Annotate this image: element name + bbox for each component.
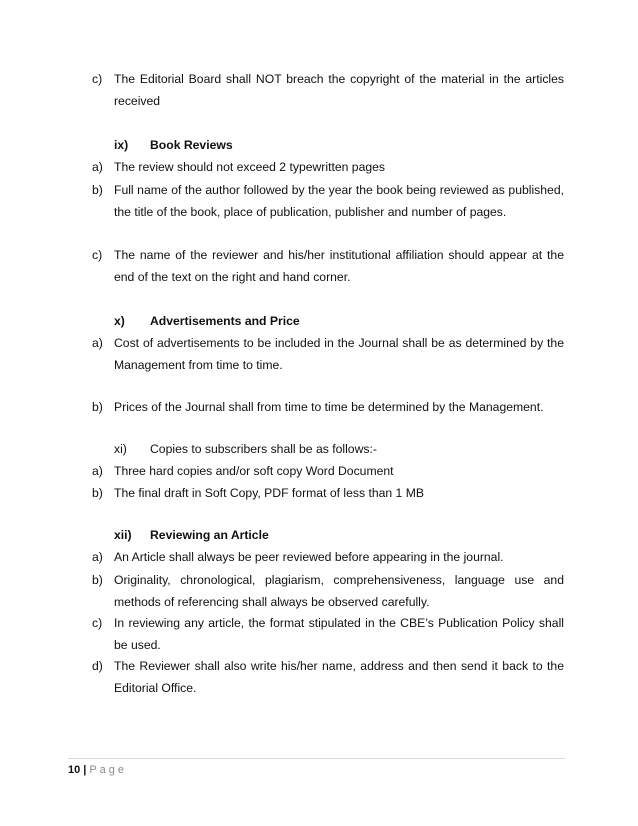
list-item-text: Three hard copies and/or soft copy Word Document (114, 464, 394, 478)
footer-separator: | (83, 764, 87, 776)
section-number: ix) (114, 138, 129, 152)
list-item-label: d) (92, 659, 103, 673)
list-item-text: The review should not exceed 2 typewritten pages (114, 160, 385, 174)
list-item-label: c) (92, 248, 103, 262)
list-item-label: b) (92, 183, 103, 197)
list-item-text: The final draft in Soft Copy, PDF format of less than 1 MB (114, 486, 425, 500)
list-item-text: An Article shall always be peer reviewed before appearing in the journal. (114, 550, 504, 564)
list-item (92, 546, 564, 568)
section-heading-advertisements (114, 310, 300, 332)
list-item (92, 68, 564, 112)
section-number: x) (114, 314, 125, 328)
list-item-label: c) (92, 616, 103, 630)
page-footer (68, 763, 127, 777)
list-item-label: a) (92, 464, 103, 478)
list-item-label: b) (92, 486, 103, 500)
section-title: Book Reviews (150, 138, 233, 152)
list-item-text: The Reviewer shall also write his/her name, address and then send it back to the Editorial Office. (114, 659, 564, 695)
section-number: xii) (114, 528, 132, 542)
list-item-text: Prices of the Journal shall from time to time be determined by the Management. (114, 400, 544, 414)
list-item-text: The name of the reviewer and his/her institutional affiliation should appear at the end of the text on the right and hand corner. (114, 248, 564, 284)
section-title: Copies to subscribers shall be as follows:- (150, 442, 377, 456)
list-item (92, 332, 564, 376)
list-item-text: Full name of the author followed by the year the book being reviewed as published, the title of the book, place of publication, publisher and number of pages. (114, 183, 564, 219)
section-heading-reviewing (114, 524, 269, 546)
list-item (92, 460, 564, 482)
list-item (92, 655, 564, 699)
list-item-label: c) (92, 72, 103, 86)
list-item (92, 612, 564, 656)
section-title: Reviewing an Article (150, 528, 269, 542)
list-item (92, 179, 564, 223)
list-item-label: b) (92, 400, 103, 414)
list-item-label: b) (92, 573, 103, 587)
list-item-label: a) (92, 550, 103, 564)
list-item-text: Cost of advertisements to be included in the Journal shall be as determined by the Management from time to time. (114, 336, 564, 372)
page-word: Page (89, 764, 128, 776)
list-item-text: The Editorial Board shall NOT breach the copyright of the material in the articles received (114, 72, 564, 108)
list-item (92, 156, 564, 178)
list-item-text: Originality, chronological, plagiarism, comprehensiveness, language use and methods of referencing shall always be observed carefully. (114, 573, 564, 609)
page-number: 10 (68, 764, 81, 776)
list-item (92, 244, 564, 288)
list-item (92, 396, 564, 418)
list-item (92, 482, 564, 504)
list-item-label: a) (92, 336, 103, 350)
section-heading-book-reviews (114, 134, 233, 156)
list-item (92, 569, 564, 613)
section-heading-copies (114, 438, 377, 460)
footer-divider (68, 758, 565, 759)
section-number: xi) (114, 442, 127, 456)
list-item-text: In reviewing any article, the format stipulated in the CBE’s Publication Policy shall be used. (114, 616, 564, 652)
list-item-label: a) (92, 160, 103, 174)
section-title: Advertisements and Price (150, 314, 300, 328)
